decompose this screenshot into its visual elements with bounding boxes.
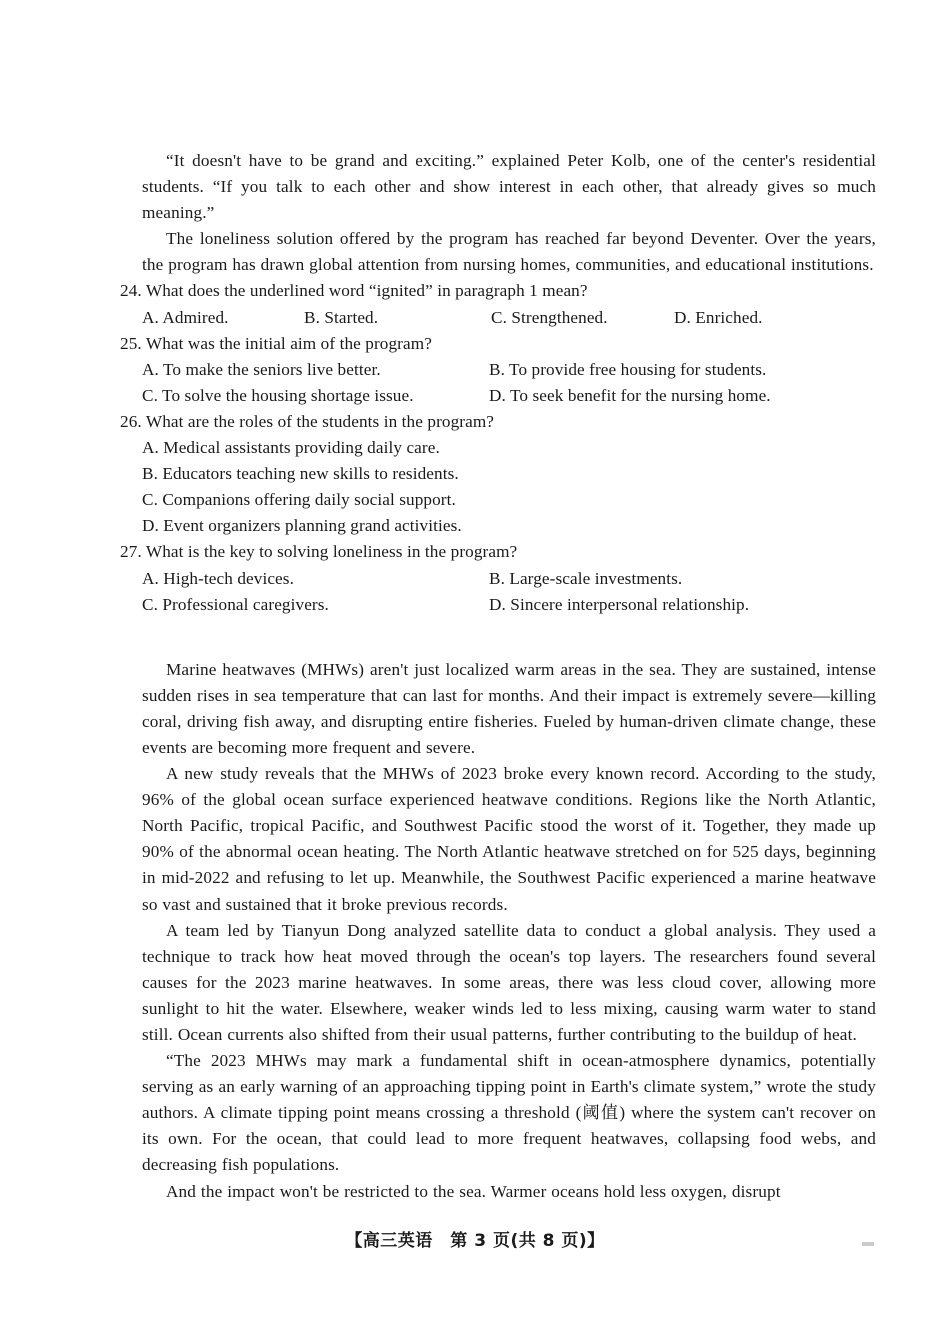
option-row — [142, 592, 876, 618]
question-stem: 26. What are the roles of the students in the program? — [120, 411, 495, 431]
question-stem: 25. What was the initial aim of the program? — [120, 333, 432, 353]
option-d[interactable]: D. Sincere interpersonal relationship. — [489, 594, 750, 614]
option-row — [142, 461, 876, 487]
option-b[interactable]: B. To provide free housing for students. — [489, 359, 767, 379]
scan-artifact-mark — [862, 1242, 874, 1246]
option-c[interactable]: C. Professional caregivers. — [142, 594, 329, 614]
question-27 — [120, 539, 876, 617]
passage-two-paragraph: A new study reveals that the MHWs of 2023 broke every known record. According to the study, 96% of the global ocean surface experienced heatwave conditions. Regions like the North Atlantic, North Pacific, tropical Pacific, and Southwest Pacific stood the worst of it. Together, they made up 90% of the abnormal ocean heating. The North Atlantic heatwave stretched on for 525 days, beginning in mid-2022 and refusing to let up. Meanwhile, the Southwest Pacific experienced a marine heatwave so vast and sustained that it broke previous records. — [142, 764, 876, 914]
option-a[interactable]: A. Admired. — [142, 307, 229, 327]
passage-one-paragraph: The loneliness solution offered by the program has reached far beyond Deventer. Over the years, the program has drawn global attention from nursing homes, communities, and educational institutions. — [142, 229, 876, 275]
option-c[interactable]: C. Companions offering daily social support. — [142, 490, 456, 510]
question-26 — [120, 409, 876, 539]
option-row — [142, 305, 876, 331]
question-stem: 27. What is the key to solving loneliness in the program? — [120, 542, 518, 562]
option-d[interactable]: D. To seek benefit for the nursing home. — [489, 385, 771, 405]
passage-two-paragraph: “The 2023 MHWs may mark a fundamental shift in ocean-atmosphere dynamics, potentially serving as an early warning of an approaching tipping point in Earth's climate system,” wrote the study authors. A climate tipping point means crossing a threshold (阈值) where the system can't recover on its own. For the ocean, that could lead to more frequent heatwaves, collapsing food webs, and decreasing fish populations. — [142, 1051, 876, 1175]
option-a[interactable]: A. High-tech devices. — [142, 568, 294, 588]
option-b[interactable]: B. Started. — [304, 307, 379, 327]
option-row — [142, 357, 876, 383]
passage-two-paragraph: And the impact won't be restricted to the sea. Warmer oceans hold less oxygen, disrupt — [166, 1181, 781, 1201]
option-d[interactable]: D. Enriched. — [674, 307, 763, 327]
question-25 — [120, 331, 876, 409]
option-a[interactable]: A. To make the seniors live better. — [142, 359, 381, 379]
option-row — [142, 566, 876, 592]
passage-two-paragraph: Marine heatwaves (MHWs) aren't just localized warm areas in the sea. They are sustained, intense sudden rises in sea temperature that can last for months. And their impact is extremely severe—killing coral, driving fish away, and disrupting entire fisheries. Fueled by human-driven climate change, these events are becoming more frequent and severe. — [142, 659, 876, 757]
option-b[interactable]: B. Large-scale investments. — [489, 568, 683, 588]
page-content — [120, 148, 876, 1205]
option-row — [142, 513, 876, 539]
page-footer: 【高三英语 第 3 页(共 8 页)】 — [345, 1231, 605, 1251]
option-c[interactable]: C. Strengthened. — [491, 307, 608, 327]
passage-two-paragraph: A team led by Tianyun Dong analyzed satellite data to conduct a global analysis. They used a technique to track how heat moved through the ocean's top layers. The researchers found several causes for the 2023 marine heatwaves. In some areas, there was less cloud cover, allowing more sunlight to hit the water. Elsewhere, weaker winds led to less mixing, causing warm water to stand still. Ocean currents also shifted from their usual patterns, further contributing to the buildup of heat. — [142, 920, 876, 1044]
section-gap — [142, 618, 876, 657]
option-d[interactable]: D. Event organizers planning grand activities. — [142, 516, 462, 536]
question-24 — [120, 278, 876, 330]
passage-one-paragraph: “It doesn't have to be grand and exciting.” explained Peter Kolb, one of the center's residential students. “If you talk to each other and show interest in each other, that already gives so much meaning.” — [142, 151, 876, 223]
option-a[interactable]: A. Medical assistants providing daily care. — [142, 438, 440, 458]
option-c[interactable]: C. To solve the housing shortage issue. — [142, 385, 414, 405]
question-stem: 24. What does the underlined word “ignited” in paragraph 1 mean? — [120, 281, 588, 301]
option-row — [142, 383, 876, 409]
option-row — [142, 435, 876, 461]
option-b[interactable]: B. Educators teaching new skills to residents. — [142, 464, 459, 484]
option-row — [142, 487, 876, 513]
